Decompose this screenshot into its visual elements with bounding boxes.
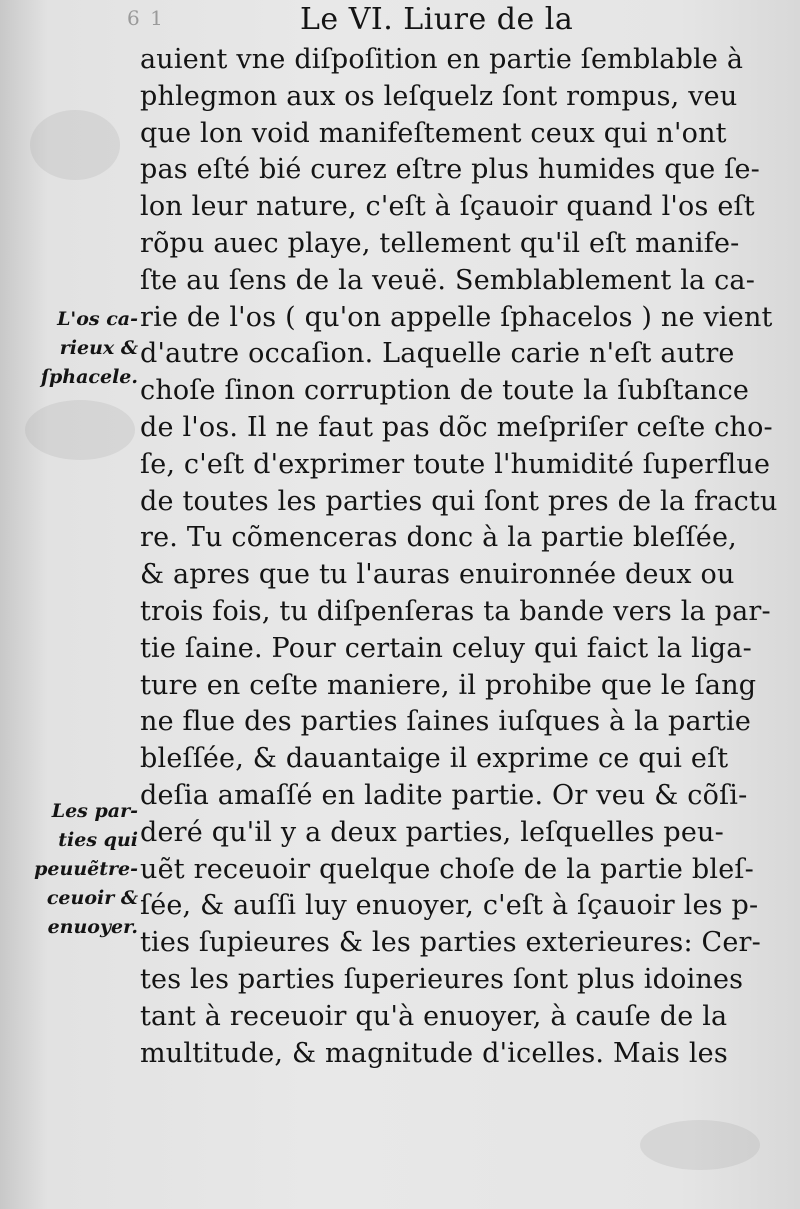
text-line: de toutes les parties qui ſont pres de la fractu: [140, 485, 778, 517]
margin-note-line: rieux &: [59, 337, 138, 359]
paper-stain: [30, 110, 120, 180]
text-line: ne flue des parties ſaines iuſques à la partie: [140, 706, 752, 738]
text-line: rõpu auec playe, tellement qu'il eſt manife-: [140, 227, 740, 259]
paper-stain: [640, 1120, 760, 1170]
text-line: tes les parties ſuperieures ſont plus idoines: [140, 963, 744, 995]
text-line: multitude, & magnitude d'icelles. Mais les: [140, 1037, 728, 1069]
text-line: d'autre occaſion. Laquelle carie n'eſt autre: [140, 338, 735, 370]
text-line: ture en ceſte maniere, il prohibe que le ſang: [140, 669, 757, 701]
margin-note-line: ſphacele.: [40, 366, 138, 388]
text-line: tant à receuoir qu'à enuoyer, à cauſe de la: [140, 1000, 728, 1032]
margin-note-line: Les par-: [51, 800, 138, 822]
text-line: rie de l'os ( qu'on appelle ſphacelos ) ne vient: [140, 301, 773, 333]
text-line: deré qu'il y a deux parties, leſquelles peu-: [140, 816, 724, 848]
text-line: choſe ſinon corruption de toute la ſubſtance: [140, 375, 750, 407]
page-header: [0, 2, 800, 40]
text-line: & apres que tu l'auras enuironnée deux ou: [140, 559, 735, 591]
text-line: ſée, & auſſi luy enuoyer, c'eſt à ſçauoir les p-: [140, 890, 759, 922]
text-line: ties ſupieures & les parties exterieures: Cer-: [140, 927, 761, 959]
text-line: phlegmon aux os leſquelz ſont rompus, veu: [140, 80, 738, 112]
paper-stain: [25, 400, 135, 460]
text-line: ſte au ſens de la veuë. Semblablement la ca-: [140, 264, 756, 296]
text-line: bleſſée, & dauantaige il exprime ce qui eſt: [140, 743, 729, 775]
page-number: 6 1: [127, 6, 165, 30]
text-line: auient vne diſpoſition en partie ſemblable à: [140, 44, 744, 75]
margin-note-line: peuuẽtre-: [34, 858, 138, 880]
text-line: deſia amaſſé en ladite partie. Or veu & cõſi-: [140, 779, 748, 811]
text-line: tie ſaine. Pour certain celuy qui faict la liga-: [140, 632, 752, 664]
margin-note: [8, 305, 138, 392]
text-line: que lon void manifeſtement ceux qui n'ont: [140, 117, 727, 149]
running-title: Le VI. Liure de la: [300, 2, 574, 37]
text-line: de l'os. Il ne faut pas dõc meſpriſer ceſte cho-: [140, 411, 773, 443]
text-line: trois fois, tu diſpenſeras ta bande vers la par-: [140, 595, 771, 627]
margin-note-line: ties qui: [58, 829, 138, 851]
text-line: pas eſté bié curez eſtre plus humides que ſe-: [140, 154, 760, 186]
margin-note: [8, 797, 138, 942]
margin-note-line: enuoyer.: [47, 916, 138, 938]
body-text: [140, 42, 778, 1072]
text-line: lon leur nature, c'eſt à ſçauoir quand l'os eſt: [140, 191, 755, 223]
margin-note-line: L'os ca-: [57, 308, 138, 330]
margin-note-line: ceuoir &: [46, 887, 138, 909]
text-line: ſe, c'eſt d'exprimer toute l'humidité ſuperflue: [140, 448, 771, 480]
text-line: re. Tu cõmenceras donc à la partie bleſſée,: [140, 522, 737, 554]
text-line: uẽt receuoir quelque choſe de la partie bleſ-: [140, 853, 754, 885]
